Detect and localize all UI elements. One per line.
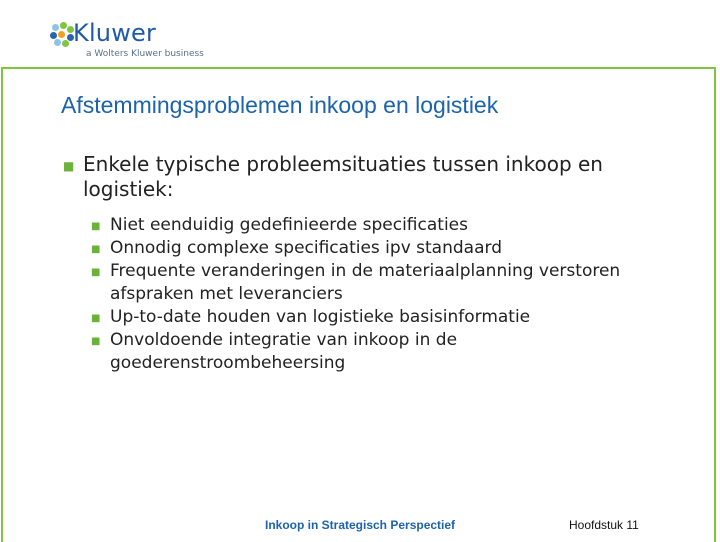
main-bullet-text: Enkele typische probleemsituaties tussen inkoop en logistiek:: [83, 152, 603, 201]
main-bullet: [63, 152, 623, 202]
kluwer-logo: [50, 16, 250, 64]
bullet-square-icon: ■: [91, 267, 101, 278]
bullet-square-icon: ■: [91, 336, 101, 347]
bullet-square-icon: ■: [91, 313, 101, 324]
bullet-square-icon: ■: [91, 244, 101, 255]
sub-bullet-item: [91, 237, 651, 260]
sub-bullet-item: [91, 329, 651, 375]
sub-bullet-item: [91, 214, 651, 237]
sub-bullet-item: [91, 260, 651, 306]
sub-bullet-text: Onvoldoende integratie van inkoop in de goederenstroombeheersing: [110, 330, 458, 373]
slide-title: Afstemmingsproblemen inkoop en logistiek: [61, 92, 499, 118]
sub-bullet-text: Frequente veranderingen in de materiaalplanning verstoren afspraken met leveranciers: [110, 261, 621, 304]
logo-tagline: a Wolters Kluwer business: [86, 49, 204, 59]
footer-book-title: Inkoop in Strategisch Perspectief: [265, 518, 456, 532]
bullet-square-icon: ■: [63, 159, 75, 173]
logo-brand-name: Kluwer: [73, 19, 157, 47]
sub-bullet-text: Onnodig complexe specificaties ipv standaard: [110, 238, 502, 258]
sub-bullet-list: [91, 214, 651, 375]
footer-chapter: Hoofdstuk 11: [569, 518, 639, 532]
sub-bullet-item: [91, 306, 651, 329]
sub-bullet-text: Up-to-date houden van logistieke basisinformatie: [110, 307, 531, 327]
bullet-square-icon: ■: [91, 221, 101, 232]
sub-bullet-text: Niet eenduidig gedefinieerde specificaties: [110, 215, 468, 235]
